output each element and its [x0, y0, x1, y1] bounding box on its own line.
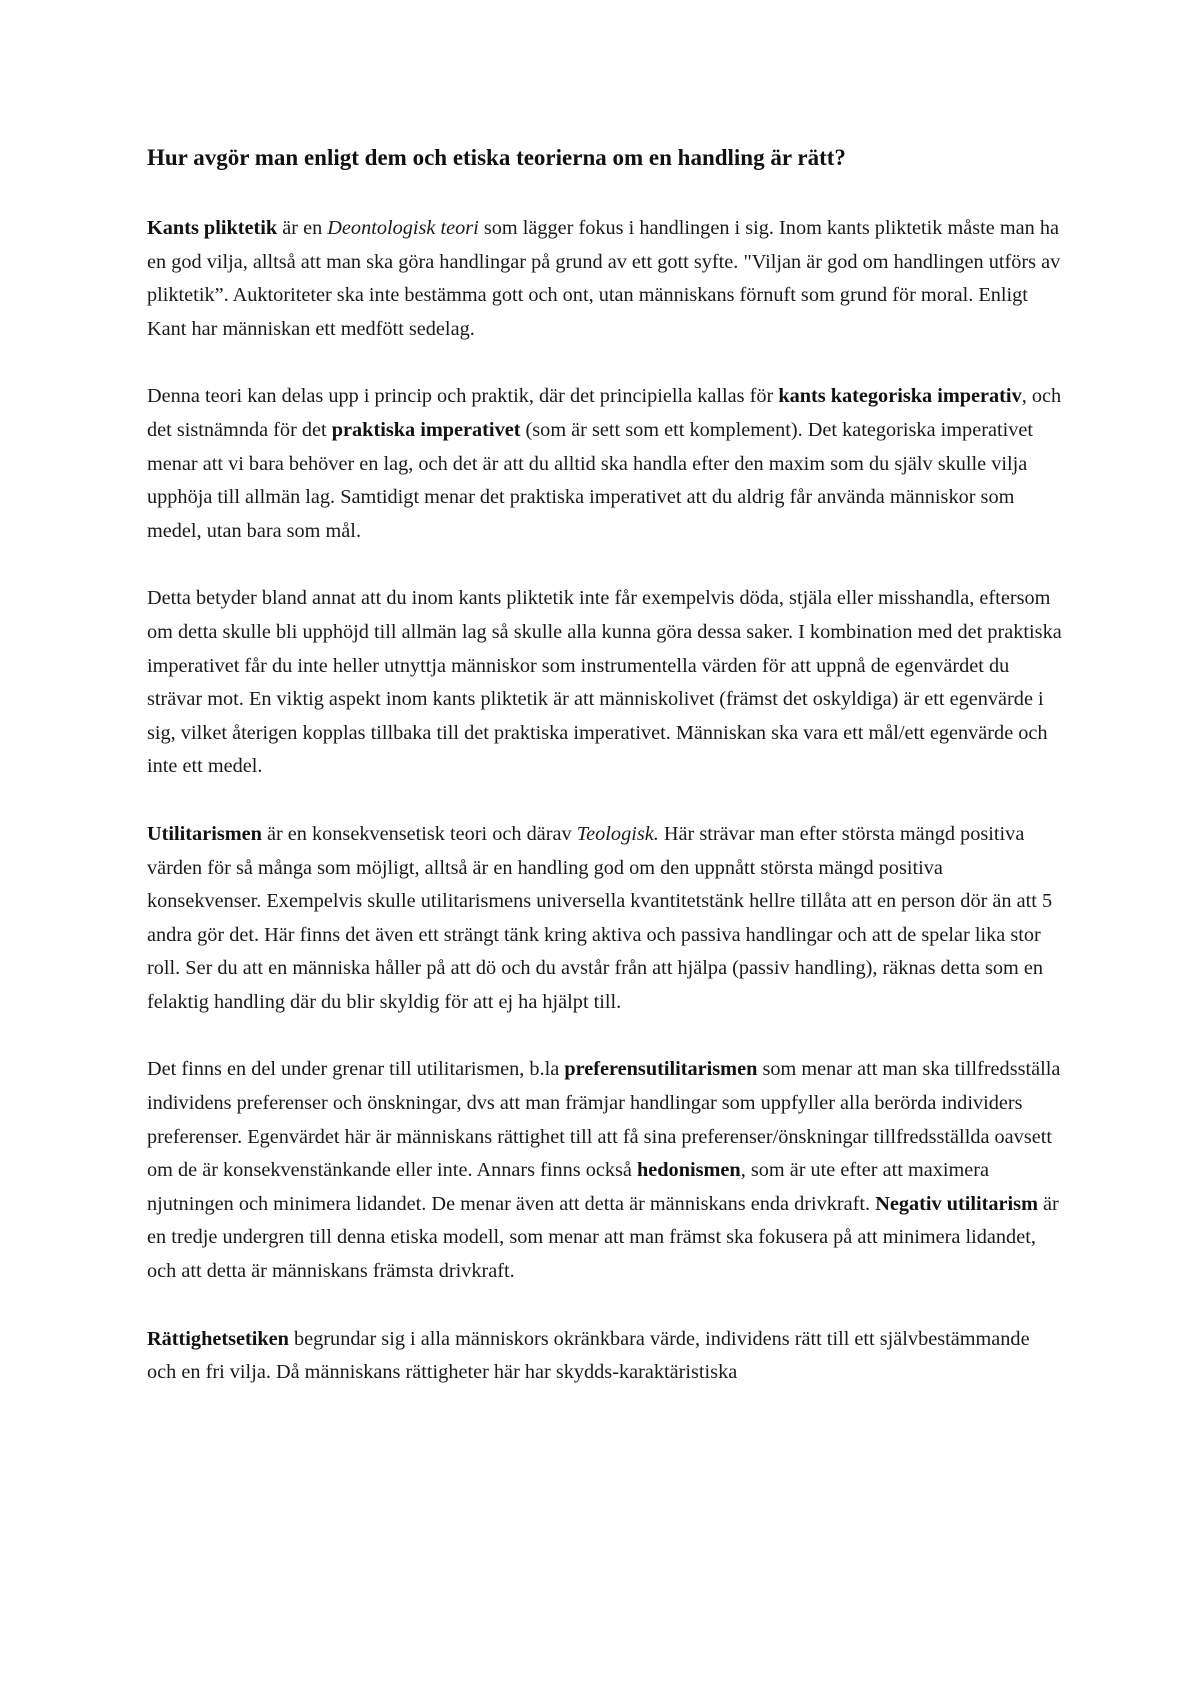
term-rattighetsetiken: Rättighetsetiken: [147, 1327, 289, 1350]
text-span: är en tredje undergren till denna etiska modell, som menar att man främst ska fokusera på att minimera lidandet, och att detta är människans främsta drivkraft.: [147, 1192, 1059, 1283]
term-hedonismen: hedonismen: [637, 1159, 741, 1182]
paragraph-kants-pliktetik: [147, 212, 1062, 346]
text-span: är en: [277, 217, 328, 239]
paragraph-undergrenar: [147, 1053, 1062, 1288]
text-span: , och det sistnämnda för det: [147, 385, 1062, 441]
term-kategoriska-imperativ: kants kategoriska imperativ: [778, 385, 1022, 408]
term-utilitarismen: Utilitarismen: [147, 822, 262, 845]
document-body: [147, 142, 1062, 1424]
text-span: , som är ute efter att maximera njutningen och minimera lidandet. De menar även att detta är människans enda drivkraft.: [147, 1159, 990, 1215]
paragraph-utilitarismen: [147, 818, 1062, 1020]
text-span: Här strävar man efter största mängd positiva värden för så många som möjligt, alltså är en handling god om den uppnått största mängd positiva konsekvenser. Exempelvis skulle utilitarismens universella kvantitetstänk hellre tillåta att en person dör än att 5 andra gör det. Här finns det även ett strängt tänk kring aktiva och passiva handlingar och att de spelar lika stor roll. Ser du att en människa håller på att dö och du avstår från att hjälpa (passiv handling), räknas detta som en felaktig handling där du blir skyldig för att ej ha hjälpt till.: [147, 822, 1053, 1013]
term-praktiska-imperativet: praktiska imperativet: [331, 418, 521, 441]
document-title: Hur avgör man enligt dem och etiska teorierna om en handling är rätt?: [147, 145, 846, 170]
term-preferensutilitarismen: preferensutilitarismen: [564, 1058, 758, 1081]
text-span: är en konsekvensetisk teori och därav: [261, 822, 577, 845]
text-span: begrundar sig i alla människors okränkbara värde, individens rätt till ett självbestämmande och en fri vilja. Då människans rättigheter här har skydds-karaktäristiska: [147, 1327, 1030, 1384]
text-span: Det finns en del under grenar till utilitarismen, b.la: [147, 1058, 565, 1081]
text-span: som lägger fokus i handlingen i sig. Inom kants pliktetik måste man ha en god vilja, alltså att man ska göra handlingar på grund av ett gott syfte. "Viljan är god om handlingen utförs av pliktetik”. Auktoriteter ska inte bestämma gott och ont, utan människans förnuft som grund för moral. Enligt Kant har människan ett medfött sedelag.: [147, 217, 1061, 340]
term-negativ-utilitarism: Negativ utilitarism: [875, 1192, 1038, 1215]
paragraph-rattighetsetiken: [147, 1323, 1062, 1390]
text-span: som menar att man ska tillfredsställa individens preferenser och önskningar, dvs att man främjar handlingar som uppfyller alla berörda individers preferenser. Egenvärdet här är människans rättighet till att få sina preferenser/önskningar tillfredsställda oavsett om de är konsekvenstänkande eller inte. Annars finns också: [147, 1058, 1061, 1182]
text-span: Denna teori kan delas upp i princip och praktik, där det principiella kallas för: [147, 385, 779, 408]
text-span: (som är sett som ett komplement). Det kategoriska imperativet menar att vi bara behöver en lag, och det är att du alltid ska handla efter den maxim som du själv skulle vilja upphöja till allmän lag. Samtidigt menar det praktiska imperativet att du aldrig får använda människor som medel, utan bara som mål.: [147, 418, 1033, 542]
paragraph-exempel: [147, 582, 1062, 784]
term-kants-pliktetik: Kants pliktetik: [147, 217, 278, 239]
text-span: Detta betyder bland annat att du inom kants pliktetik inte får exempelvis döda, stjäla eller misshandla, eftersom om detta skulle bli upphöjd till allmän lag så skulle alla kunna göra dessa saker. I kombination med det praktiska imperativet får du inte heller utnyttja människor som instrumentella värden för att uppnå de egenvärdet du strävar mot. En viktig aspekt inom kants pliktetik är att människolivet (främst det oskyldiga) är ett egenvärde i sig, vilket återigen kopplas tillbaka till det praktiska imperativet. Människan ska vara ett mål/ett egenvärde och inte ett medel.: [147, 587, 1062, 778]
term-deontologisk-teori: Deontologisk teori: [327, 217, 479, 239]
term-teologisk: Teologisk.: [576, 822, 659, 845]
paragraph-imperativ: [147, 380, 1062, 548]
